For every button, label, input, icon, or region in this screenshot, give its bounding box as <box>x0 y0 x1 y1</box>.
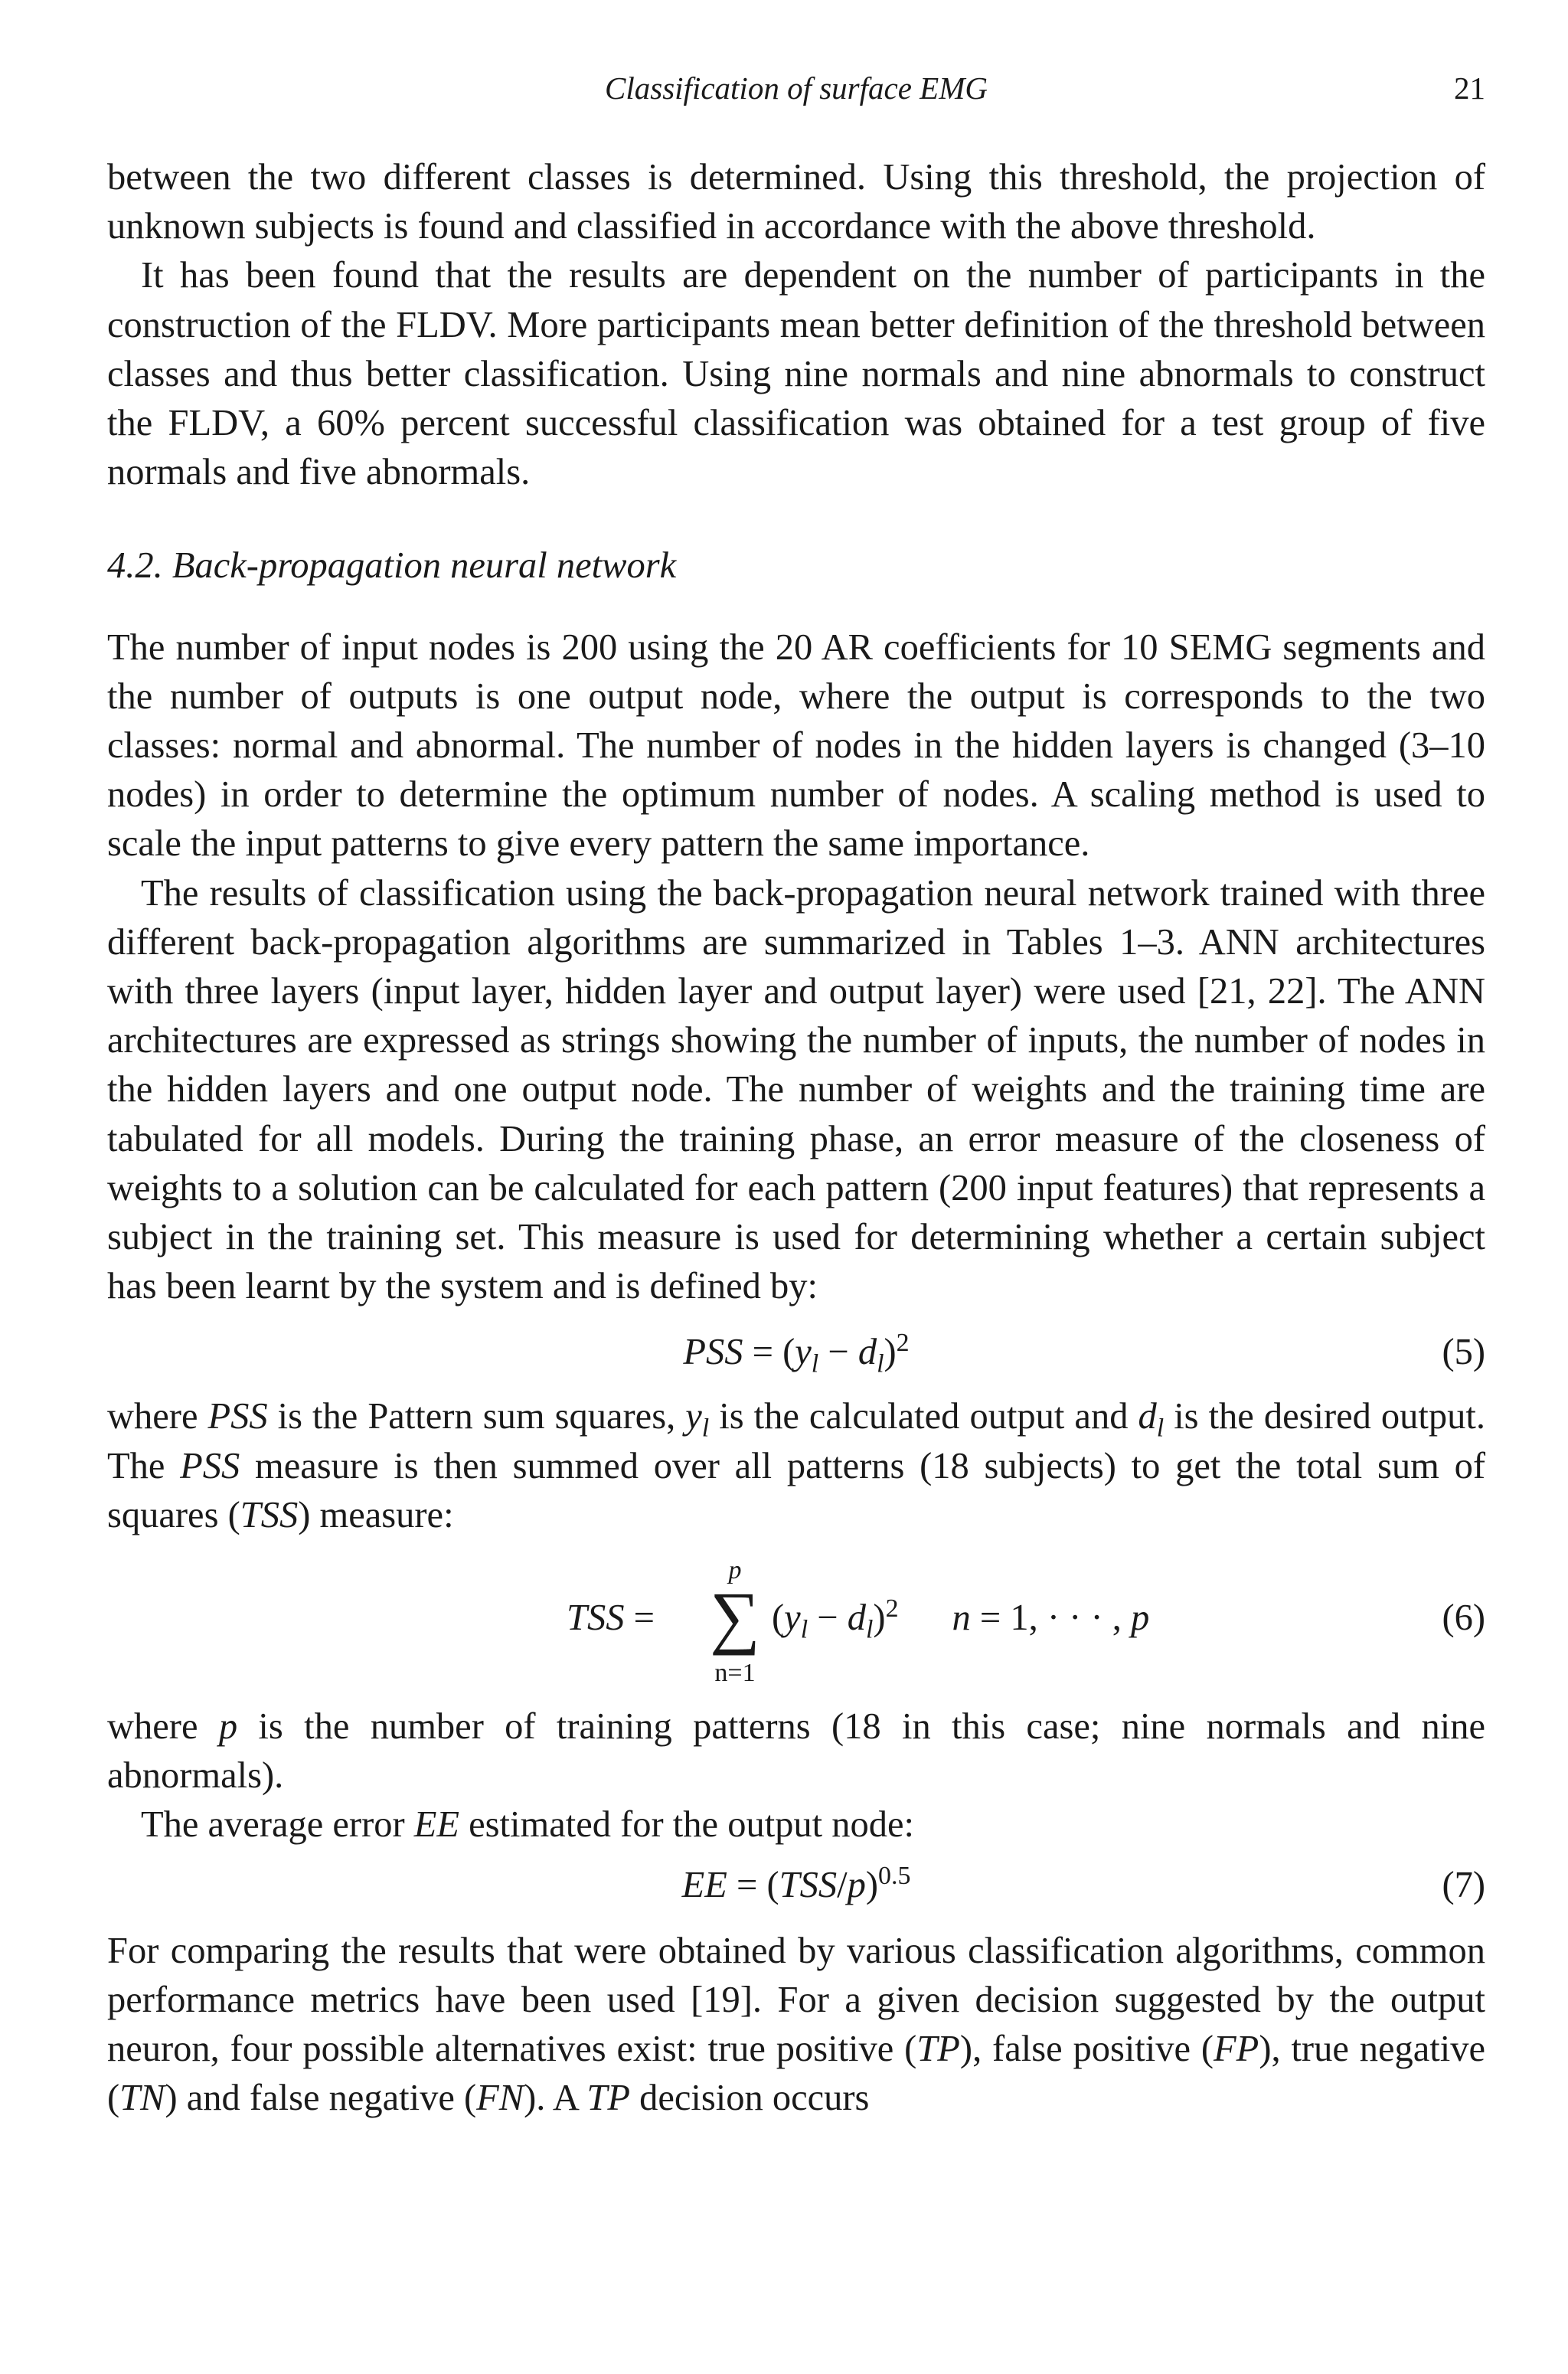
summation-sign: ∑ <box>710 1578 760 1656</box>
paragraph-performance-metrics: For comparing the results that were obtained by various classification algorithms, common performance metrics have been used [19]. For a given decision suggested by the output neuron, four possible alternatives exist: true positive (TP), false positive (FP), true negative (TN) and false negative (FN). A TP decision occurs <box>107 1930 1485 2119</box>
equation-5-body: PSS = $(y_l - d_l)^2$ <box>683 1329 910 1379</box>
equation-7-body: EE = $(TSS/p)^{0.5}$ <box>681 1861 911 1905</box>
paragraph-average-error: The average error EE estimated for the output node: <box>141 1804 915 1846</box>
paragraph-p-definition: where p is the number of training patterns (18 in this case; nine normals and nine abnormals). <box>107 1706 1485 1797</box>
summation-lower-limit: n=1 <box>714 1659 756 1688</box>
equation-5-number: (5) <box>1442 1332 1485 1373</box>
running-title: Classification of surface EMG <box>605 70 988 106</box>
page <box>107 0 1485 2374</box>
equation-7-number: (7) <box>1442 1864 1485 1905</box>
paragraph-continuation: between the two different classes is determined. Using this threshold, the projection of unknown subjects is found and classified in accordance with the above threshold. <box>107 157 1485 247</box>
body-text <box>107 153 1485 2124</box>
equation-6 <box>107 1545 1485 1698</box>
section-heading: 4.2. Back-propagation neural network <box>107 545 677 587</box>
paragraph-classification-results: The results of classification using the back-propagation neural network trained with three different back-propagation algorithms are summarized in Tables 1–3. ANN architectures with three layers (input layer, hidden layer and output layer) were used [21, 22]. The ANN architectures are expressed as strings showing the number of inputs, the number of nodes in the hidden layers and one output node. The number of weights and the training time are tabulated for all models. During the training phase, an error measure of the closeness of weights to a solution can be calculated for each pattern (200 input features) that represents a subject in the training set. This measure is used for determining whether a certain subject has been learnt by the system and is defined by: <box>107 872 1485 1307</box>
equation-7 <box>107 1853 1485 1922</box>
page-number: 21 <box>1454 70 1485 106</box>
paragraph-fldv-results: It has been found that the results are dependent on the number of participants in the construction of the FLDV. More participants mean better definition of the threshold between classes and thus better classification. Using nine normals and nine abnormals to construct the FLDV, a 60% percent successful classification was obtained for a test group of five normals and five abnormals. <box>107 255 1485 493</box>
paragraph-input-nodes: The number of input nodes is 200 using the 20 AR coefficients for 10 SEMG segments and the number of outputs is one output node, where the output is corresponds to the two classes: normal and abnormal. The number of nodes in the hidden layers is changed (3–10 nodes) in order to determine the optimum number of nodes. A scaling method is used to scale the input patterns to give every pattern the same importance. <box>107 626 1485 865</box>
running-head <box>107 69 1485 107</box>
equation-5 <box>107 1320 1485 1389</box>
summation-upper-limit: p <box>728 1556 742 1585</box>
equation-6-number: (6) <box>1442 1597 1485 1639</box>
paragraph-pss-definition: where PSS is the Pattern sum squares, $y_l$ is the calculated output and $d_l$ is the desired output. The PSS measure is then summed over all patterns (18 subjects) to get the total sum of squares (TSS) measure: <box>107 1396 1486 1535</box>
equation-6-body: TSS = p ∑ n=1 $(y_l - d_l)^2$ n = 1, · · · , p <box>567 1545 1256 1698</box>
summation-symbol <box>701 1545 769 1698</box>
